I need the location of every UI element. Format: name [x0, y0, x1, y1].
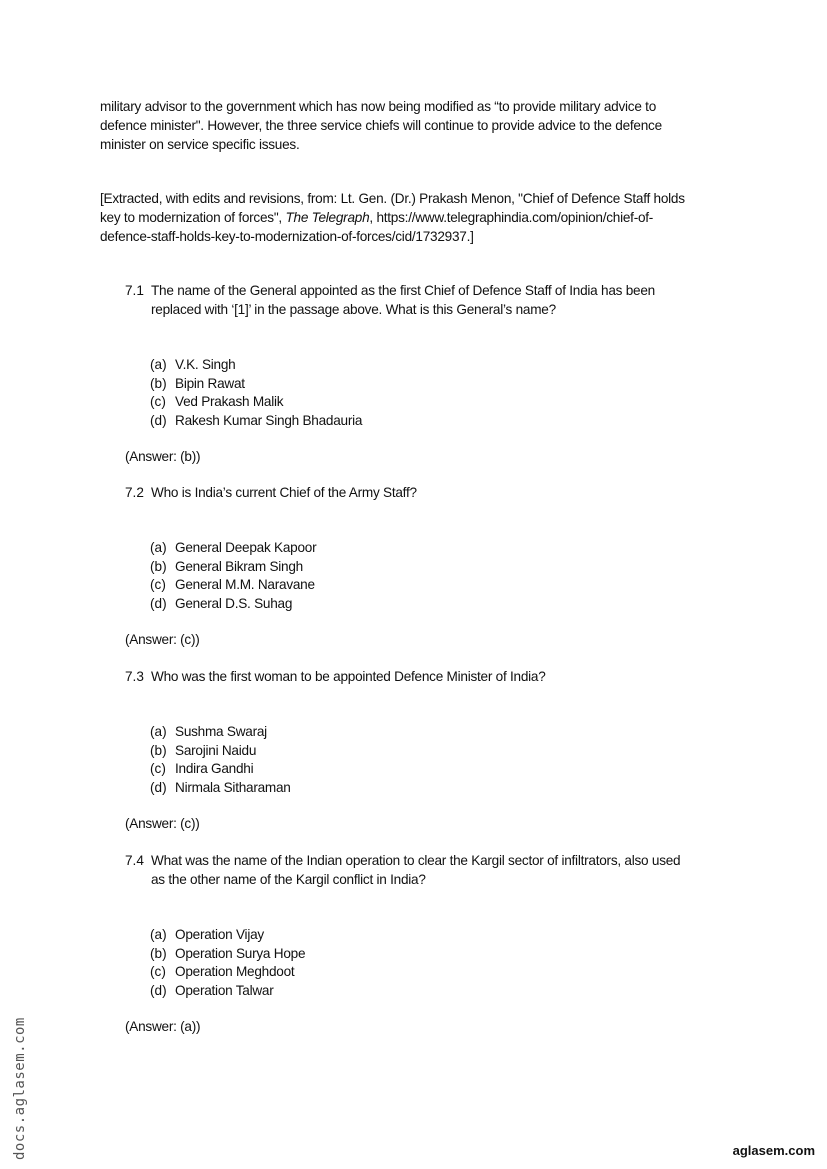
citation-text: key to modernization of forces", [100, 210, 286, 225]
question-number: 7.2 [125, 485, 144, 500]
citation-source: The Telegraph [285, 210, 370, 225]
option-text: Sarojini Naidu [175, 742, 257, 758]
question-number: 7.1 [125, 283, 144, 298]
citation-url: , https://www.telegraphindia.com/opinion/chief-of- [369, 210, 654, 225]
option-label: (d) [150, 779, 167, 795]
citation-line [100, 209, 653, 227]
option-text: Rakesh Kumar Singh Bhadauria [175, 412, 363, 428]
option-text: General D.S. Suhag [175, 595, 293, 611]
option-label: (a) [150, 927, 167, 942]
option-text: Bipin Rawat [175, 375, 245, 391]
question-number: 7.4 [125, 853, 144, 868]
option-text: General Bikram Singh [175, 558, 303, 574]
question-text: Who is India’s current Chief of the Army Staff? [151, 485, 417, 500]
option-text: Indira Gandhi [175, 761, 254, 777]
question-text: The name of the General appointed as the first Chief of Defence Staff of India has been [151, 283, 655, 298]
option-text: Operation Surya Hope [175, 945, 306, 961]
option-label: (a) [150, 724, 167, 739]
question-number: 7.3 [125, 669, 144, 684]
citation-line: defence-staff-holds-key-to-modernization-of-forces/cid/1732937.] [100, 229, 474, 244]
option-label: (d) [150, 595, 167, 611]
question-text: Who was the first woman to be appointed Defence Minister of India? [151, 669, 546, 684]
option-text: General M.M. Naravane [175, 577, 315, 593]
option-label: (c) [150, 964, 166, 980]
option-label: (b) [150, 945, 167, 961]
question-text: replaced with ‘[1]’ in the passage above. What is this General’s name? [151, 302, 556, 317]
option-text: Operation Talwar [175, 982, 274, 998]
answer: (Answer: (c)) [125, 632, 200, 647]
option-label: (d) [150, 982, 167, 998]
option-label: (a) [150, 357, 167, 372]
answer: (Answer: (b)) [125, 449, 201, 464]
option-label: (b) [150, 558, 167, 574]
question-text: as the other name of the Kargil conflict in India? [151, 872, 426, 887]
option-label: (c) [150, 761, 166, 777]
answer: (Answer: (a)) [125, 1019, 201, 1034]
passage-line: minister on service specific issues. [100, 137, 300, 152]
option-text: Sushma Swaraj [175, 724, 267, 739]
passage-line: defence minister". However, the three service chiefs will continue to provide advice to the defence [100, 118, 662, 133]
option-label: (a) [150, 540, 167, 555]
option-text: General Deepak Kapoor [175, 540, 317, 555]
citation-line: [Extracted, with edits and revisions, from: Lt. Gen. (Dr.) Prakash Menon, "Chief of Defence Staff holds [100, 191, 685, 206]
option-text: V.K. Singh [175, 357, 236, 372]
footer-brand: aglasem.com [732, 1143, 815, 1158]
option-label: (c) [150, 394, 166, 410]
option-text: Operation Vijay [175, 927, 264, 942]
option-label: (b) [150, 375, 167, 391]
option-text: Operation Meghdoot [175, 964, 295, 980]
option-text: Ved Prakash Malik [175, 394, 284, 410]
watermark: docs.aglasem.com [12, 1017, 28, 1160]
passage-line: military advisor to the government which has now being modified as “to provide military advice to [100, 99, 657, 114]
option-label: (c) [150, 577, 166, 593]
option-label: (b) [150, 742, 167, 758]
answer: (Answer: (c)) [125, 816, 200, 831]
question-text: What was the name of the Indian operation to clear the Kargil sector of infiltrators, also used [151, 853, 681, 868]
option-label: (d) [150, 412, 167, 428]
option-text: Nirmala Sitharaman [175, 779, 291, 795]
